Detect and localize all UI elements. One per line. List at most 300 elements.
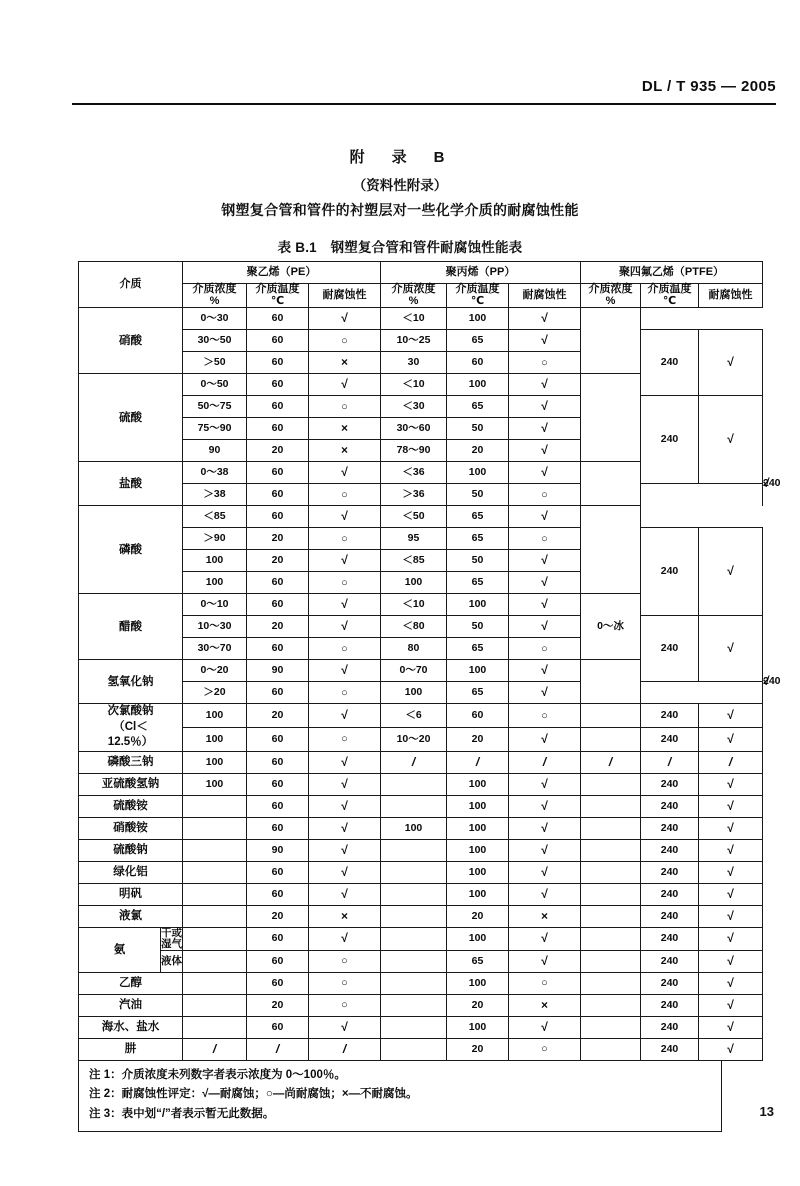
pp-concentration-cell	[381, 861, 447, 883]
table-row	[79, 506, 763, 528]
pe-concentration-cell: ＜85	[183, 506, 247, 528]
pp-temperature-cell: 100	[447, 839, 509, 861]
ptfe-resistance-cell	[699, 950, 763, 972]
pe-concentration-cell: 100	[183, 550, 247, 572]
pp-resistance-cell	[509, 374, 581, 396]
pe-concentration-cell	[183, 883, 247, 905]
pe-concentration-cell	[183, 1016, 247, 1038]
pp-resistance-cell	[509, 839, 581, 861]
pe-resistance-cell	[309, 594, 381, 616]
header-pp-temperature-line1: 介质温度	[455, 283, 500, 295]
pp-concentration-cell: ＜10	[381, 374, 447, 396]
table-notes	[78, 1061, 722, 1132]
pe-temperature-cell: 20	[247, 905, 309, 927]
pp-concentration-cell	[381, 1038, 447, 1060]
medium-name-cell: 肼	[79, 1038, 183, 1060]
ptfe-concentration-cell	[581, 773, 641, 795]
table-body	[79, 308, 781, 1061]
table-note: 注 2：耐腐蚀性评定：√—耐腐蚀；○—尚耐腐蚀；×—不耐腐蚀。	[89, 1088, 418, 1101]
pp-temperature-cell: 20	[447, 994, 509, 1016]
pp-temperature-cell: 50	[447, 484, 509, 506]
pp-concentration-cell: ＜80	[381, 616, 447, 638]
header-pe-temperature-line1: 介质温度	[255, 283, 300, 295]
ptfe-concentration-cell	[581, 795, 641, 817]
pe-resistance-cell	[309, 704, 381, 728]
header-pp-concentration-line2: %	[408, 294, 419, 307]
pe-temperature-cell: 60	[247, 861, 309, 883]
ptfe-concentration-cell	[581, 927, 641, 950]
page-number: 13	[759, 1104, 774, 1119]
pp-resistance-cell	[509, 528, 581, 550]
pe-resistance-cell	[309, 972, 381, 994]
table-caption: 表 B.1 钢塑复合管和管件耐腐蚀性能表	[277, 240, 523, 255]
pp-concentration-cell: 10～20	[381, 727, 447, 751]
pe-temperature-cell: 60	[247, 817, 309, 839]
pp-resistance-cell	[509, 462, 581, 484]
pp-temperature-cell: 20	[447, 727, 509, 751]
ptfe-temperature-cell: 240	[641, 927, 699, 950]
pp-resistance-cell	[509, 682, 581, 704]
ptfe-concentration-cell	[581, 1016, 641, 1038]
header-pe-temperature	[247, 284, 309, 308]
pp-concentration-cell	[381, 905, 447, 927]
pp-resistance-cell	[509, 1016, 581, 1038]
medium-name-cell: 硫酸	[79, 374, 183, 462]
ptfe-resistance-cell	[699, 972, 763, 994]
pp-temperature-cell: 100	[447, 861, 509, 883]
pp-temperature-cell: 100	[447, 795, 509, 817]
pe-resistance-cell	[309, 883, 381, 905]
pe-temperature-cell: 60	[247, 506, 309, 528]
table-row	[79, 883, 763, 905]
header-pp-temperature	[447, 284, 509, 308]
header-ptfe-temperature-line2: ℃	[662, 294, 677, 307]
ptfe-concentration-cell: 0～冰	[581, 594, 641, 660]
pp-temperature-cell: 20	[447, 440, 509, 462]
pe-concentration-cell: 100	[183, 773, 247, 795]
pp-resistance-cell	[509, 1038, 581, 1060]
pp-resistance-cell	[509, 927, 581, 950]
pp-temperature-cell: 100	[447, 660, 509, 682]
pe-resistance-cell	[309, 817, 381, 839]
pp-concentration-cell: 30～60	[381, 418, 447, 440]
pp-resistance-cell	[509, 506, 581, 528]
medium-name-cell: 磷酸	[79, 506, 183, 594]
pe-resistance-cell	[309, 396, 381, 418]
ptfe-temperature-cell: 240	[641, 795, 699, 817]
pe-resistance-cell	[309, 994, 381, 1016]
header-group-pe: 聚乙烯（PE）	[183, 262, 381, 284]
medium-name-cell: 汽油	[79, 994, 183, 1016]
table-row	[79, 704, 763, 728]
pe-temperature-cell: 20	[247, 704, 309, 728]
pp-concentration-cell: 100	[381, 682, 447, 704]
pe-temperature-cell: 60	[247, 308, 309, 330]
pp-resistance-cell	[509, 418, 581, 440]
pe-temperature-cell: 60	[247, 773, 309, 795]
pe-temperature-cell: 20	[247, 440, 309, 462]
medium-name-cell: 明矾	[79, 883, 183, 905]
table-row	[79, 1038, 763, 1060]
pe-temperature-cell: 60	[247, 727, 309, 751]
header-pe-resistance: 耐腐蚀性	[309, 284, 381, 308]
ptfe-resistance-cell	[699, 704, 763, 728]
header-pp-concentration-line1: 介质浓度	[391, 283, 436, 295]
pp-concentration-cell: ＜30	[381, 396, 447, 418]
pp-resistance-cell	[509, 550, 581, 572]
ptfe-resistance-cell	[699, 927, 763, 950]
ptfe-resistance-cell	[699, 1016, 763, 1038]
pp-temperature-cell: 100	[447, 927, 509, 950]
pe-temperature-cell: 60	[247, 1016, 309, 1038]
header-medium: 介质	[79, 262, 183, 308]
ptfe-temperature-cell: 240	[641, 905, 699, 927]
pe-resistance-cell	[309, 638, 381, 660]
table-row	[79, 994, 763, 1016]
pe-resistance-cell	[309, 751, 381, 773]
pp-resistance-cell	[509, 950, 581, 972]
ptfe-temperature-cell: 240	[641, 330, 699, 396]
pe-resistance-cell	[309, 330, 381, 352]
pe-resistance-cell	[309, 727, 381, 751]
header-pp-concentration	[381, 284, 447, 308]
pe-resistance-cell	[309, 528, 381, 550]
pe-temperature-cell: 60	[247, 883, 309, 905]
ptfe-resistance-cell	[699, 528, 763, 616]
pp-temperature-cell: 100	[447, 594, 509, 616]
pp-temperature-cell: 65	[447, 638, 509, 660]
pp-temperature-cell: 100	[447, 773, 509, 795]
pe-concentration-cell	[183, 861, 247, 883]
pp-concentration-cell: ＜10	[381, 308, 447, 330]
pe-resistance-cell	[309, 440, 381, 462]
pp-concentration-cell: 78～90	[381, 440, 447, 462]
pe-temperature-cell: 60	[247, 638, 309, 660]
pe-temperature-cell: 60	[247, 682, 309, 704]
ptfe-resistance-cell	[699, 883, 763, 905]
table-row	[79, 950, 763, 972]
pe-temperature-cell: 60	[247, 462, 309, 484]
table-row: 氢氧化钠 0～20 90 √ 0～70 100 √ 240	[79, 660, 763, 682]
ptfe-concentration-cell	[581, 704, 641, 728]
pp-resistance-cell	[509, 660, 581, 682]
pe-concentration-cell: 30～70	[183, 638, 247, 660]
pe-resistance-cell	[309, 795, 381, 817]
corrosion-resistance-table	[78, 261, 781, 1061]
pp-temperature-cell: 65	[447, 528, 509, 550]
pp-temperature-cell: 100	[447, 374, 509, 396]
pe-resistance-cell	[309, 950, 381, 972]
ptfe-concentration-cell	[581, 308, 641, 374]
ptfe-concentration-cell	[581, 462, 641, 506]
pe-concentration-cell	[183, 927, 247, 950]
pp-resistance-cell	[509, 484, 581, 506]
pp-temperature-cell: 60	[447, 352, 509, 374]
pp-resistance-cell	[509, 638, 581, 660]
pp-concentration-cell: ＜50	[381, 506, 447, 528]
pe-temperature-cell: 60	[247, 950, 309, 972]
pp-temperature-cell: 20	[447, 905, 509, 927]
ptfe-concentration-cell	[581, 727, 641, 751]
ptfe-temperature-cell: 240	[641, 616, 699, 682]
ptfe-temperature-cell: 240	[641, 528, 699, 616]
header-group-pp: 聚丙烯（PP）	[381, 262, 581, 284]
pp-concentration-cell	[381, 773, 447, 795]
ptfe-concentration-cell	[581, 839, 641, 861]
pp-concentration-cell: 100	[381, 572, 447, 594]
pp-concentration-cell: ＜85	[381, 550, 447, 572]
table-row	[79, 1016, 763, 1038]
ptfe-concentration-cell	[581, 861, 641, 883]
header-ptfe-concentration-line1: 介质浓度	[588, 283, 633, 295]
pp-resistance-cell	[509, 773, 581, 795]
pp-concentration-cell: 95	[381, 528, 447, 550]
pp-resistance-cell	[509, 817, 581, 839]
pe-concentration-cell	[183, 905, 247, 927]
pe-concentration-cell: /	[183, 1038, 247, 1060]
ptfe-concentration-cell	[581, 374, 641, 462]
pe-resistance-cell	[309, 550, 381, 572]
pp-concentration-cell: 10～25	[381, 330, 447, 352]
pe-temperature-cell: 20	[247, 528, 309, 550]
pp-concentration-cell	[381, 795, 447, 817]
pe-temperature-cell: 60	[247, 972, 309, 994]
pe-temperature-cell: 20	[247, 994, 309, 1016]
ptfe-resistance-cell	[699, 616, 763, 682]
table-row	[79, 905, 763, 927]
pp-resistance-cell	[509, 440, 581, 462]
ptfe-concentration-cell	[581, 817, 641, 839]
ptfe-temperature-cell: 240	[641, 883, 699, 905]
pp-concentration-cell	[381, 972, 447, 994]
ptfe-temperature-cell: 240	[641, 773, 699, 795]
pe-temperature-cell: 60	[247, 751, 309, 773]
pp-concentration-cell	[381, 950, 447, 972]
header-ptfe-temperature-line1: 介质温度	[647, 283, 692, 295]
ptfe-resistance-cell	[699, 330, 763, 396]
pp-resistance-cell	[509, 594, 581, 616]
table-row	[79, 773, 763, 795]
pe-concentration-cell	[183, 972, 247, 994]
medium-name-cell: 硝酸	[79, 308, 183, 374]
ptfe-temperature-cell: 240	[641, 396, 699, 484]
pp-resistance-cell	[509, 795, 581, 817]
pp-concentration-cell: ＜6	[381, 704, 447, 728]
ptfe-concentration-cell	[581, 950, 641, 972]
pe-temperature-cell: 60	[247, 594, 309, 616]
pe-resistance-cell	[309, 927, 381, 950]
pp-resistance-cell	[509, 616, 581, 638]
standard-number: DL / T 935 — 2005	[641, 78, 776, 95]
pp-temperature-cell: 50	[447, 418, 509, 440]
annex-subtitle: （资料性附录）	[352, 178, 448, 193]
ptfe-temperature-cell: 240	[641, 861, 699, 883]
pp-resistance-cell	[509, 994, 581, 1016]
pe-resistance-cell	[309, 462, 381, 484]
pp-resistance-cell	[509, 330, 581, 352]
pe-resistance-cell	[309, 839, 381, 861]
ptfe-concentration-cell	[581, 905, 641, 927]
pp-temperature-cell: 100	[447, 972, 509, 994]
pe-temperature-cell: /	[247, 1038, 309, 1060]
ptfe-temperature-cell: 240	[641, 704, 699, 728]
ptfe-concentration-cell	[581, 1038, 641, 1060]
pp-temperature-cell: 100	[447, 308, 509, 330]
pe-resistance-cell	[309, 616, 381, 638]
pp-concentration-cell: 30	[381, 352, 447, 374]
header-pe-concentration-line2: %	[209, 294, 220, 307]
pe-resistance-cell	[309, 905, 381, 927]
ptfe-resistance-cell: /	[699, 751, 763, 773]
table-row	[79, 972, 763, 994]
ptfe-resistance-cell	[699, 727, 763, 751]
table-row	[79, 839, 763, 861]
medium-name-cell: 醋酸	[79, 594, 183, 660]
pe-resistance-cell	[309, 682, 381, 704]
header-pe-concentration	[183, 284, 247, 308]
pp-concentration-cell: ＞36	[381, 484, 447, 506]
pp-resistance-cell	[509, 704, 581, 728]
ptfe-resistance-cell	[699, 861, 763, 883]
pe-resistance-cell	[309, 861, 381, 883]
pe-concentration-cell: 100	[183, 751, 247, 773]
pe-temperature-cell: 20	[247, 616, 309, 638]
ptfe-concentration-cell	[581, 972, 641, 994]
pp-temperature-cell: 65	[447, 330, 509, 352]
pe-concentration-cell	[183, 950, 247, 972]
pe-concentration-cell: 75～90	[183, 418, 247, 440]
table-row: 盐酸 0～38 60 √ ＜36 100 √ 240	[79, 462, 763, 484]
pe-resistance-cell	[309, 572, 381, 594]
pe-resistance-cell	[309, 352, 381, 374]
pe-resistance-cell	[309, 308, 381, 330]
pe-concentration-cell: 0～20	[183, 660, 247, 682]
pe-temperature-cell: 60	[247, 396, 309, 418]
pp-temperature-cell: 50	[447, 616, 509, 638]
pe-concentration-cell: 100	[183, 727, 247, 751]
pe-resistance-cell	[309, 1016, 381, 1038]
ptfe-temperature-cell: 240	[641, 727, 699, 751]
pe-resistance-cell	[309, 418, 381, 440]
pp-temperature-cell: 65	[447, 396, 509, 418]
pe-concentration-cell: 0～30	[183, 308, 247, 330]
pp-temperature-cell: 100	[447, 1016, 509, 1038]
ptfe-concentration-cell	[581, 660, 641, 704]
pp-temperature-cell: 50	[447, 550, 509, 572]
pe-concentration-cell: 0～38	[183, 462, 247, 484]
table-head	[79, 262, 763, 308]
table-row	[79, 795, 763, 817]
ptfe-resistance-cell	[699, 773, 763, 795]
pe-temperature-cell: 60	[247, 572, 309, 594]
pp-temperature-cell: 60	[447, 704, 509, 728]
pe-temperature-cell: 60	[247, 352, 309, 374]
medium-subtype-cell: 干或湿气	[161, 926, 182, 950]
pp-concentration-cell: ＜36	[381, 462, 447, 484]
ptfe-concentration-cell	[581, 994, 641, 1016]
ptfe-resistance-cell	[699, 1038, 763, 1060]
pe-temperature-cell: 60	[247, 927, 309, 950]
ptfe-temperature-cell: 240	[641, 972, 699, 994]
medium-name-cell: 海水、盐水	[79, 1016, 183, 1038]
pe-temperature-cell: 60	[247, 374, 309, 396]
pp-concentration-cell: /	[381, 751, 447, 773]
pp-temperature-cell: 20	[447, 1038, 509, 1060]
pe-concentration-cell	[183, 817, 247, 839]
pp-temperature-cell: 65	[447, 506, 509, 528]
header-ptfe-resistance: 耐腐蚀性	[699, 284, 763, 308]
pe-concentration-cell	[183, 994, 247, 1016]
pp-temperature-cell: 65	[447, 950, 509, 972]
ptfe-concentration-cell: /	[581, 751, 641, 773]
pe-temperature-cell: 90	[247, 660, 309, 682]
header-pp-resistance: 耐腐蚀性	[509, 284, 581, 308]
pe-resistance-cell	[309, 506, 381, 528]
annex-title: 附 录 B	[349, 149, 451, 166]
medium-name-cell: 硝酸铵	[79, 817, 183, 839]
medium-name-cell: 亚硫酸氢钠	[79, 773, 183, 795]
medium-name-cell: 次氯酸钠 （Cl＜ 12.5％）	[79, 704, 183, 752]
header-rule	[72, 103, 776, 105]
pp-temperature-cell: /	[447, 751, 509, 773]
pe-resistance-cell	[309, 484, 381, 506]
ptfe-temperature-cell: 240	[641, 994, 699, 1016]
pp-temperature-cell: 100	[447, 462, 509, 484]
pe-temperature-cell: 60	[247, 484, 309, 506]
pp-resistance-cell: /	[509, 751, 581, 773]
table-group-header-row	[79, 262, 763, 284]
pp-resistance-cell	[509, 352, 581, 374]
pe-resistance-cell	[309, 374, 381, 396]
pp-temperature-cell: 65	[447, 682, 509, 704]
pp-concentration-cell	[381, 994, 447, 1016]
pe-concentration-cell: 0～50	[183, 374, 247, 396]
medium-name-cell: 盐酸	[79, 462, 183, 506]
pe-concentration-cell: ＞38	[183, 484, 247, 506]
header-ptfe-concentration	[581, 284, 641, 308]
pp-resistance-cell	[509, 396, 581, 418]
medium-name-cell: 硫酸铵	[79, 795, 183, 817]
ptfe-resistance-cell	[699, 839, 763, 861]
medium-name-cell: 硫酸钠	[79, 839, 183, 861]
ptfe-resistance-cell	[699, 795, 763, 817]
medium-name-cell: 乙醇	[79, 972, 183, 994]
pe-resistance-cell: /	[309, 1038, 381, 1060]
pe-resistance-cell	[309, 660, 381, 682]
pe-concentration-cell: 100	[183, 572, 247, 594]
pe-concentration-cell: ＞50	[183, 352, 247, 374]
pp-concentration-cell: 0～70	[381, 660, 447, 682]
pe-temperature-cell: 60	[247, 418, 309, 440]
pp-resistance-cell	[509, 727, 581, 751]
pe-concentration-cell	[183, 795, 247, 817]
pp-temperature-cell: 100	[447, 883, 509, 905]
ptfe-resistance-cell	[699, 396, 763, 484]
pp-concentration-cell: 100	[381, 817, 447, 839]
pe-resistance-cell	[309, 773, 381, 795]
medium-name-cell: 液氯	[79, 905, 183, 927]
pp-concentration-cell	[381, 839, 447, 861]
header-group-ptfe: 聚四氟乙烯（PTFE）	[581, 262, 763, 284]
pp-resistance-cell	[509, 861, 581, 883]
ptfe-temperature-cell: 240	[641, 950, 699, 972]
medium-subtype-cell: 液体	[161, 950, 183, 972]
pp-temperature-cell: 100	[447, 817, 509, 839]
annex-description: 钢塑复合管和管件的衬塑层对一些化学介质的耐腐蚀性能	[221, 202, 579, 218]
pp-concentration-cell	[381, 927, 447, 950]
ptfe-temperature-cell: 240	[641, 1016, 699, 1038]
pe-concentration-cell: 90	[183, 440, 247, 462]
